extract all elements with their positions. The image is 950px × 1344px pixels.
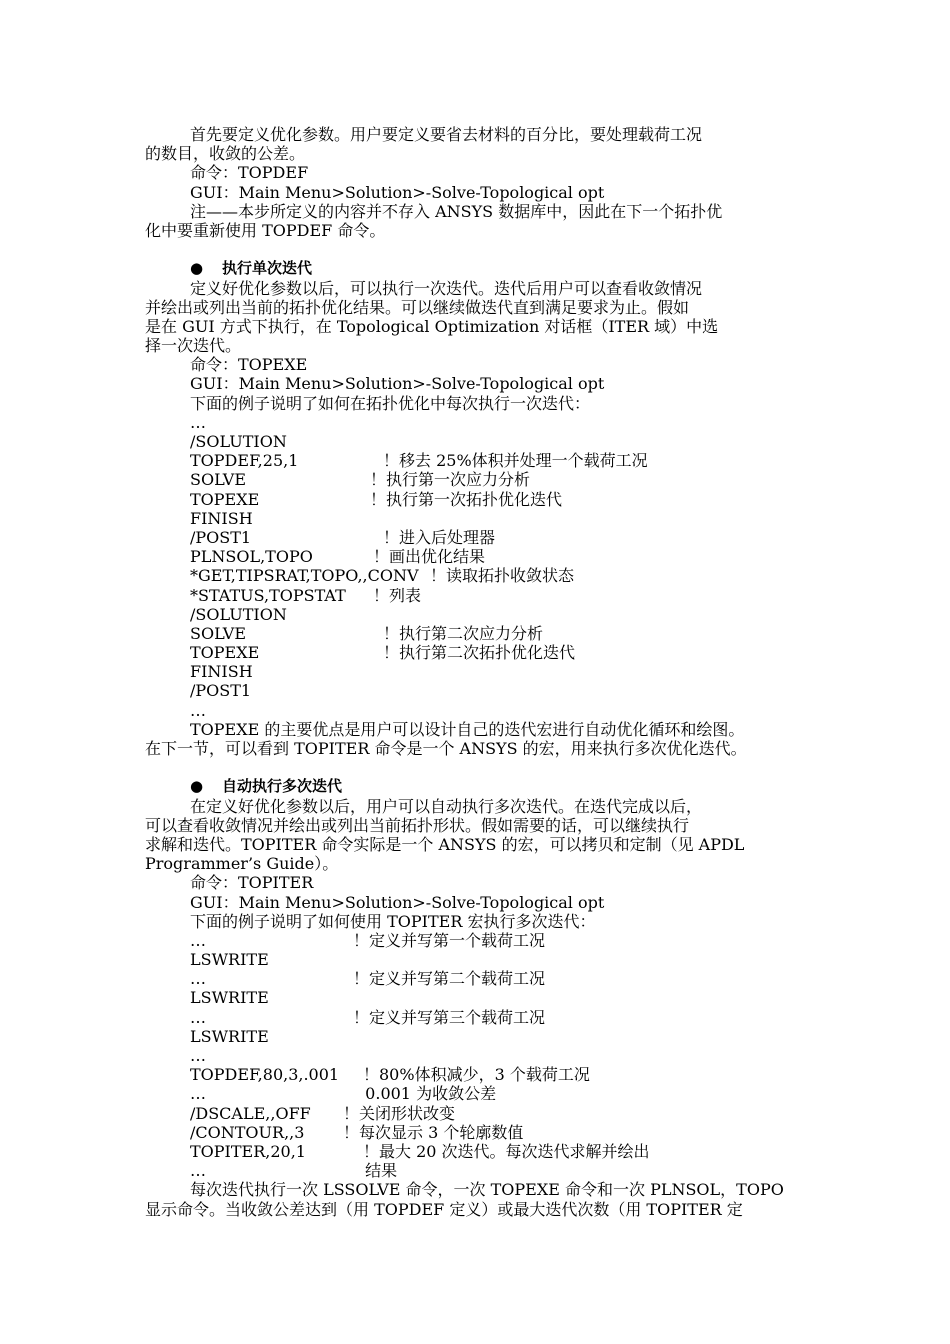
code-command: /DSCALE,,OFF: [190, 1103, 311, 1123]
paragraph-line: 求解和迭代。TOPITER 命令实际是一个 ANSYS 的宏，可以拷贝和定制（见 APDL: [145, 834, 745, 854]
paragraph-line: 显示命令。当收敛公差达到（用 TOPDEF 定义）或最大迭代次数（用 TOPITER 定: [145, 1199, 743, 1219]
code-comment: ！读取拓扑收敛状态: [430, 566, 575, 586]
document-body: [145, 125, 815, 1219]
code-command: …: [190, 1084, 206, 1104]
code-line: [145, 624, 815, 643]
code-line: [145, 681, 815, 700]
code-line: [145, 566, 815, 585]
paragraph-line: 首先要定义优化参数。用户要定义要省去材料的百分比，要处理载荷工况: [190, 125, 703, 144]
code-command: TOPEXE: [190, 489, 260, 509]
paragraph-line: 是在 GUI 方式下执行，在 Topological Optimization 对话框（ITER 域）中选: [145, 316, 719, 336]
code-comment: ！执行第二次拓扑优化迭代: [383, 643, 576, 663]
code-comment: ！画出优化结果: [373, 547, 486, 567]
code-comment: ！80%体积减少，3 个载荷工况: [363, 1065, 590, 1085]
code-line: [145, 988, 815, 1007]
paragraph-line: 在定义好优化参数以后，用户可以自动执行多次迭代。在迭代完成以后，: [190, 796, 703, 816]
code-line: [145, 509, 815, 528]
section-heading-text: 执行单次迭代: [222, 259, 313, 278]
code-command: /CONTOUR,,3: [190, 1122, 305, 1142]
code-command: TOPDEF,25,1: [190, 451, 299, 471]
code-line: [145, 931, 815, 950]
section-heading: [145, 259, 815, 278]
paragraph-line: 每次迭代执行一次 LSSOLVE 命令，一次 TOPEXE 命令和一次 PLNSOL，TOPO: [190, 1180, 784, 1200]
example-intro: 下面的例子说明了如何在拓扑优化中每次执行一次迭代：: [190, 393, 591, 413]
code-line: [145, 605, 815, 624]
code-comment: ！进入后处理器: [383, 527, 496, 547]
code-command: …: [190, 1046, 206, 1065]
paragraph-line: 择一次迭代。: [145, 336, 242, 356]
code-command: …: [190, 969, 206, 989]
code-line: [145, 547, 815, 566]
spacer: [145, 240, 815, 259]
code-line: [145, 1104, 815, 1123]
code-comment: 结果: [355, 1161, 398, 1181]
code-comment: 0.001 为收敛公差: [355, 1084, 497, 1104]
code-command: *GET,TIPSRAT,TOPO,,CONV: [190, 566, 419, 586]
code-line: [145, 1161, 815, 1180]
code-line: [145, 701, 815, 720]
paragraph-line: 可以查看收敛情况并绘出或列出当前拓扑形状。假如需要的话，可以继续执行: [145, 815, 690, 835]
command-line: 命令：TOPDEF: [190, 163, 309, 183]
example-intro: 下面的例子说明了如何使用 TOPITER 宏执行多次迭代：: [190, 911, 596, 931]
code-comment: ！最大 20 次迭代。每次迭代求解并绘出: [363, 1141, 650, 1161]
code-line: [145, 432, 815, 451]
note-line: 化中要重新使用 TOPDEF 命令。: [145, 220, 386, 240]
code-comment: ！列表: [373, 585, 422, 605]
code-comment: ！定义并写第二个载荷工况: [353, 969, 546, 989]
paragraph-line: 并绘出或列出当前的拓扑优化结果。可以继续做迭代直到满足要求为止。假如: [145, 297, 690, 317]
code-command: /POST1: [190, 527, 252, 547]
code-command: …: [190, 412, 206, 432]
spacer: [145, 758, 815, 777]
code-line: [145, 950, 815, 969]
section-heading: [145, 777, 815, 796]
code-comment: ！定义并写第三个载荷工况: [353, 1007, 546, 1027]
code-comment: ！执行第一次应力分析: [370, 470, 531, 490]
code-command: …: [190, 700, 206, 720]
code-line: [145, 1027, 815, 1046]
code-line: [145, 586, 815, 605]
code-command: /POST1: [190, 681, 252, 701]
code-command: PLNSOL,TOPO: [190, 547, 313, 567]
code-command: TOPEXE: [190, 643, 260, 663]
code-command: SOLVE: [190, 623, 247, 643]
command-line: 命令：TOPITER: [190, 873, 314, 893]
code-command: LSWRITE: [190, 950, 269, 970]
code-command: *STATUS,TOPSTAT: [190, 585, 346, 605]
code-command: /SOLUTION: [190, 432, 287, 451]
paragraph-line: 定义好优化参数以后，可以执行一次迭代。迭代后用户可以查看收敛情况: [190, 278, 703, 298]
gui-path-line: GUI：Main Menu>Solution>-Solve-Topological opt: [190, 374, 605, 394]
code-line: [145, 470, 815, 489]
code-line: [145, 1008, 815, 1027]
code-line: [145, 969, 815, 988]
gui-path-line: GUI：Main Menu>Solution>-Solve-Topological opt: [190, 892, 605, 912]
code-line: [145, 413, 815, 432]
code-line: [145, 1123, 815, 1142]
code-comment: ！执行第一次拓扑优化迭代: [370, 489, 563, 509]
command-line: 命令：TOPEXE: [190, 355, 308, 375]
code-comment: ！定义并写第一个载荷工况: [353, 930, 546, 950]
code-block-multiple-iterations: [145, 931, 815, 1180]
section-heading-text: 自动执行多次迭代: [222, 777, 343, 796]
code-line: [145, 643, 815, 662]
code-command: FINISH: [190, 508, 253, 528]
code-line: [145, 1065, 815, 1084]
code-comment: ！关闭形状改变: [343, 1103, 456, 1123]
code-line: [145, 451, 815, 470]
code-command: TOPDEF,80,3,.001: [190, 1065, 340, 1085]
code-line: [145, 528, 815, 547]
code-comment: ！移去 25%体积并处理一个载荷工况: [383, 451, 648, 471]
paragraph-line: 的数目，收敛的公差。: [145, 144, 306, 164]
note-line: 注——本步所定义的内容并不存入 ANSYS 数据库中，因此在下一个拓扑优: [190, 201, 723, 221]
code-line: [145, 662, 815, 681]
code-command: …: [190, 930, 206, 950]
code-comment: ！执行第二次应力分析: [383, 623, 544, 643]
code-command: LSWRITE: [190, 1026, 269, 1046]
code-command: /SOLUTION: [190, 604, 287, 624]
bullet-icon: ●: [190, 259, 204, 278]
code-command: LSWRITE: [190, 988, 269, 1008]
code-command: …: [190, 1007, 206, 1027]
code-line: [145, 1084, 815, 1103]
bullet-icon: ●: [190, 777, 204, 796]
code-line: [145, 1046, 815, 1065]
paragraph-line: 在下一节，可以看到 TOPITER 命令是一个 ANSYS 的宏，用来执行多次优化迭代。: [145, 739, 747, 758]
code-comment: ！每次显示 3 个轮廓数值: [343, 1122, 524, 1142]
paragraph-line: TOPEXE 的主要优点是用户可以设计自己的迭代宏进行自动优化循环和绘图。: [190, 719, 745, 739]
gui-path-line: GUI：Main Menu>Solution>-Solve-Topological opt: [190, 182, 605, 202]
code-command: TOPITER,20,1: [190, 1141, 306, 1161]
code-line: [145, 1142, 815, 1161]
paragraph-line: Programmer’s Guide）。: [145, 854, 339, 874]
code-block-single-iteration: [145, 413, 815, 720]
code-line: [145, 490, 815, 509]
code-command: FINISH: [190, 662, 253, 682]
code-command: …: [190, 1161, 206, 1181]
code-command: SOLVE: [190, 470, 247, 490]
